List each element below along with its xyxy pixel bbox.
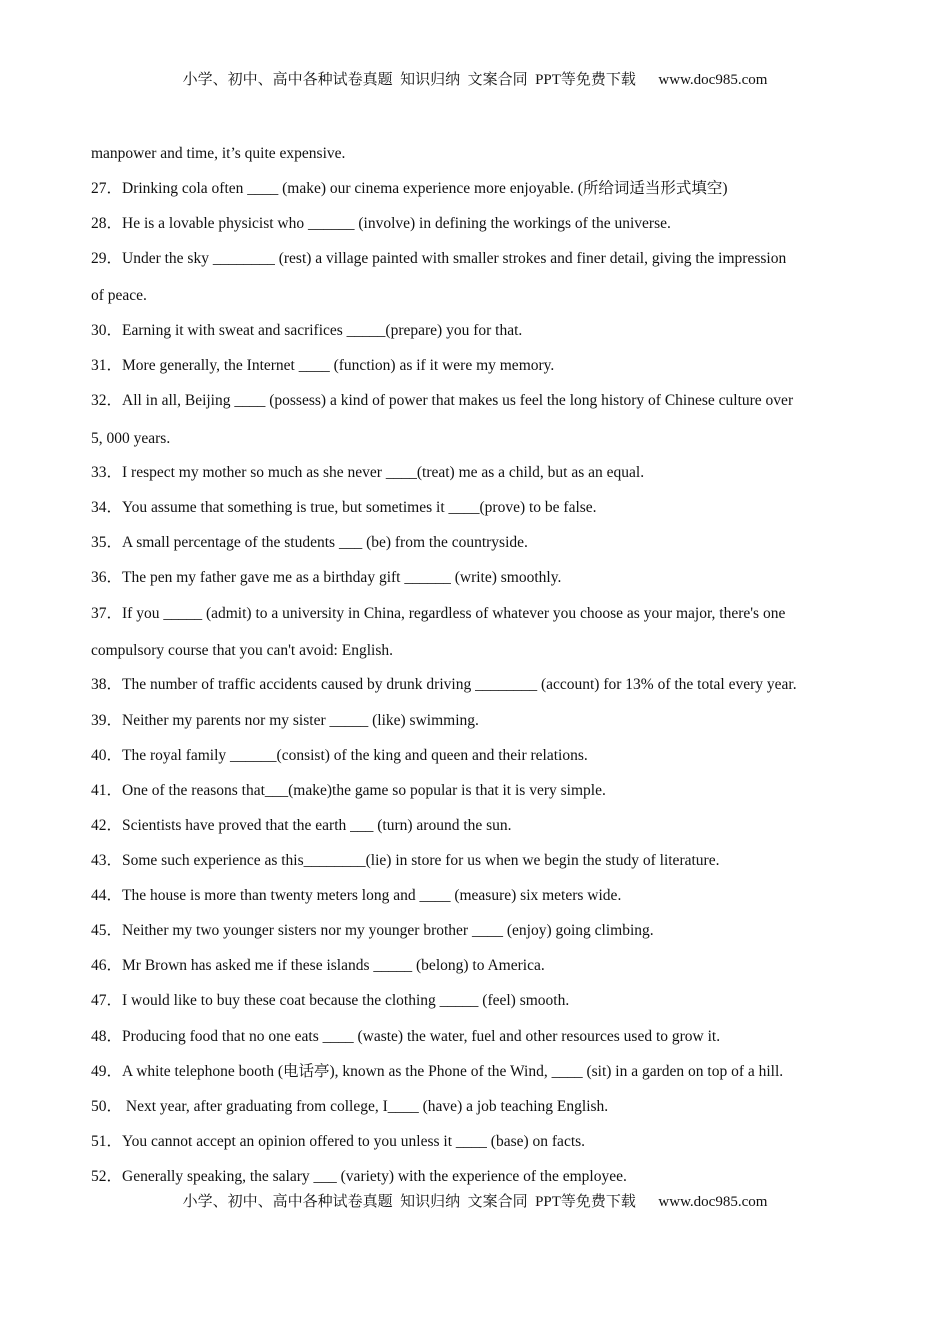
exercise-line: 36．The pen my father gave me as a birthday gift ______ (write) smoothly. — [91, 569, 562, 586]
exercise-line: 35．A small percentage of the students ___ (be) from the countryside. — [91, 534, 528, 551]
exercise-line: 33．I respect my mother so much as she never ____(treat) me as a child, but as an equal. — [91, 464, 645, 481]
exercise-line: 43．Some such experience as this________(lie) in store for us when we begin the study of literature. — [91, 852, 720, 869]
exercise-line: 45．Neither my two younger sisters nor my younger brother ____ (enjoy) going climbing. — [91, 922, 654, 939]
exercise-line: 34．You assume that something is true, but sometimes it ____(prove) to be false. — [91, 499, 597, 516]
exercise-line: 31．More generally, the Internet ____ (function) as if it were my memory. — [91, 357, 555, 374]
exercise-line: of peace. — [91, 287, 147, 304]
exercise-line: 48．Producing food that no one eats ____ (waste) the water, fuel and other resources used to grow it. — [91, 1028, 721, 1045]
exercise-line: manpower and time, it’s quite expensive. — [91, 145, 346, 162]
exercise-line: 41．One of the reasons that___(make)the game so popular is that it is very simple. — [91, 782, 606, 799]
exercise-line: 44．The house is more than twenty meters long and ____ (measure) six meters wide. — [91, 887, 622, 904]
exercise-line: 37．If you _____ (admit) to a university in China, regardless of whatever you choose as your major, there's one — [91, 605, 786, 622]
exercise-line: 30．Earning it with sweat and sacrifices _____(prepare) you for that. — [91, 322, 523, 339]
exercise-line: compulsory course that you can't avoid: English. — [91, 642, 393, 659]
page-footer: 小学、初中、高中各种试卷真题 知识归纳 文案合同 PPT等免费下载 www.doc985.com — [182, 1194, 768, 1210]
exercise-line: 28．He is a lovable physicist who ______ (involve) in defining the workings of the universe. — [91, 215, 671, 232]
exercise-line: 50． Next year, after graduating from college, I____ (have) a job teaching English. — [91, 1098, 609, 1115]
exercise-line: 39．Neither my parents nor my sister _____ (like) swimming. — [91, 712, 479, 729]
page-header: 小学、初中、高中各种试卷真题 知识归纳 文案合同 PPT等免费下载 www.doc985.com — [182, 72, 768, 88]
exercise-line: 5, 000 years. — [91, 430, 171, 447]
exercise-line: 46．Mr Brown has asked me if these islands _____ (belong) to America. — [91, 957, 545, 974]
exercise-line: 52．Generally speaking, the salary ___ (variety) with the experience of the employee. — [91, 1168, 627, 1185]
exercise-line: 38．The number of traffic accidents caused by drunk driving ________ (account) for 13% of the total every year. — [91, 676, 797, 693]
exercise-line: 27．Drinking cola often ____ (make) our cinema experience more enjoyable. (所给词适当形式填空) — [91, 180, 728, 197]
exercise-line: 42．Scientists have proved that the earth ___ (turn) around the sun. — [91, 817, 512, 834]
exercise-line: 29．Under the sky ________ (rest) a village painted with smaller strokes and finer detail, giving the impression — [91, 250, 787, 267]
exercise-line: 40．The royal family ______(consist) of the king and queen and their relations. — [91, 747, 588, 764]
exercise-line: 51．You cannot accept an opinion offered to you unless it ____ (base) on facts. — [91, 1133, 586, 1150]
exercise-line: 32．All in all, Beijing ____ (possess) a kind of power that makes us feel the long history of Chinese culture over — [91, 392, 794, 409]
exercise-line: 49．A white telephone booth (电话亭), known as the Phone of the Wind, ____ (sit) in a garden on top of a hill. — [91, 1063, 784, 1080]
exercise-line: 47．I would like to buy these coat because the clothing _____ (feel) smooth. — [91, 992, 570, 1009]
